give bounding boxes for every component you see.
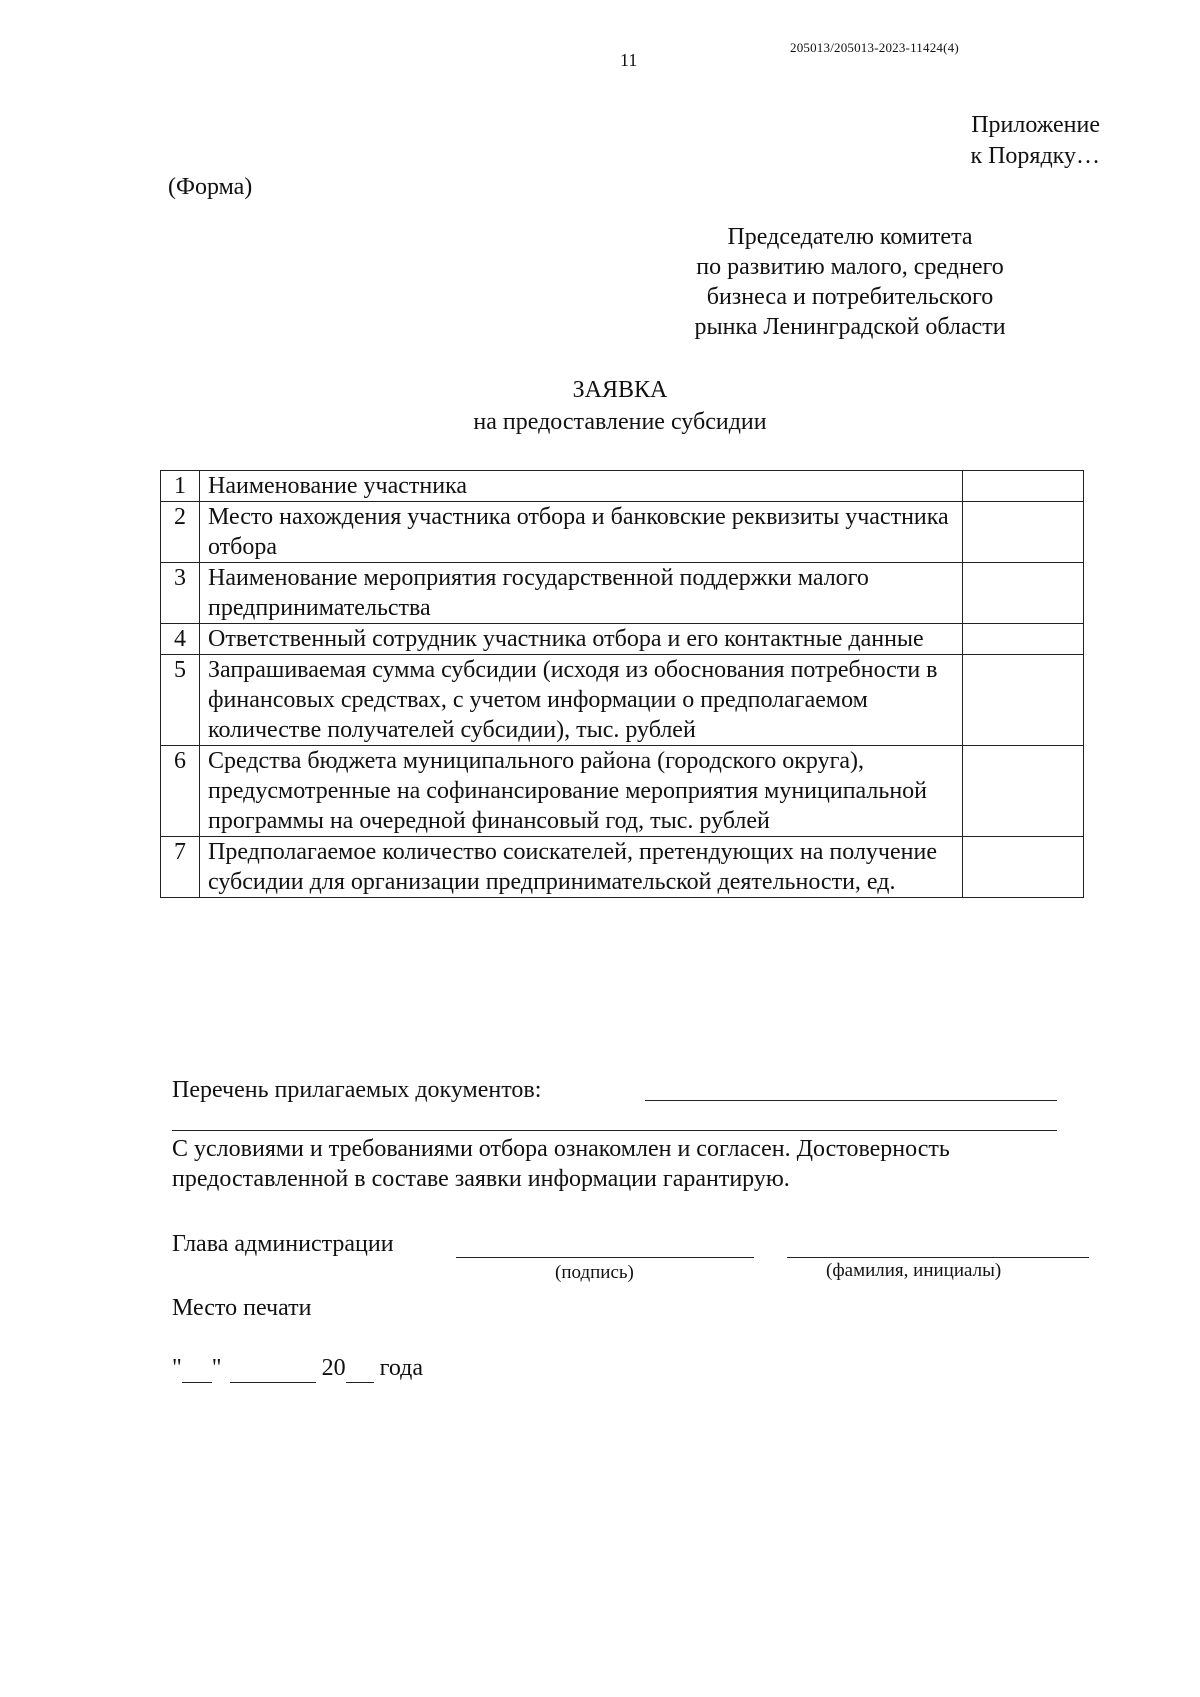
row-value-cell[interactable] xyxy=(963,746,1084,837)
table-row xyxy=(161,471,1084,502)
addressee-line-2: по развитию малого, среднего xyxy=(696,254,1004,280)
row-value-cell[interactable] xyxy=(963,655,1084,746)
appendix-note xyxy=(970,110,1100,172)
row-number: 4 xyxy=(161,624,200,655)
agreement-statement: С условиями и требованиями отбора ознакомлен и согласен. Достоверность предоставленной в составе заявки информации гарантирую. xyxy=(172,1136,950,1192)
date-open-quote: " xyxy=(172,1355,182,1381)
name-caption: (фамилия, инициалы) xyxy=(826,1260,1002,1281)
date-day-blank[interactable] xyxy=(182,1355,212,1383)
row-label: Запрашиваемая сумма субсидии (исходя из обоснования потребности в финансовых средствах, с учетом информации о предполагаемом количестве получателей субсидии), тыс. рублей xyxy=(200,655,963,746)
addressee-line-1: Председателю комитета xyxy=(727,224,973,250)
row-number: 6 xyxy=(161,746,200,837)
row-number: 3 xyxy=(161,563,200,624)
date-century: 20 xyxy=(321,1355,346,1381)
documents-fill-line[interactable] xyxy=(645,1100,1057,1101)
row-label: Ответственный сотрудник участника отбора и его контактные данные xyxy=(200,624,963,655)
title-sub: на предоставление субсидии xyxy=(473,409,767,435)
date-close-quote: " xyxy=(211,1355,222,1381)
name-initials-line[interactable] xyxy=(787,1257,1089,1258)
table-row xyxy=(161,837,1084,898)
head-of-administration-label: Глава администрации xyxy=(172,1231,394,1257)
table-row xyxy=(161,746,1084,837)
table-row xyxy=(161,502,1084,563)
signature-caption: (подпись) xyxy=(555,1262,634,1283)
document-title xyxy=(0,374,1200,438)
page-number: 11 xyxy=(620,50,638,70)
signature-line[interactable] xyxy=(456,1257,754,1258)
stamp-place-label: Место печати xyxy=(172,1295,312,1321)
row-value-cell[interactable] xyxy=(963,563,1084,624)
date-month-blank[interactable] xyxy=(230,1355,316,1383)
table-row xyxy=(161,624,1084,655)
row-label: Наименование мероприятия государственной поддержки малого предпринимательства xyxy=(200,563,963,624)
addressee-line-4: рынка Ленинградской области xyxy=(694,314,1006,340)
document-id: 205013/205013-2023-11424(4) xyxy=(790,40,959,55)
documents-fill-line-2[interactable] xyxy=(172,1130,1057,1131)
table-row xyxy=(161,655,1084,746)
appendix-line-1: Приложение xyxy=(971,112,1100,138)
row-number: 2 xyxy=(161,502,200,563)
row-number: 1 xyxy=(161,471,200,502)
row-label: Место нахождения участника отбора и банковские реквизиты участника отбора xyxy=(200,502,963,563)
title-main: ЗАЯВКА xyxy=(572,377,668,403)
table-row xyxy=(161,563,1084,624)
row-value-cell[interactable] xyxy=(963,471,1084,502)
appendix-line-2: к Порядку… xyxy=(970,143,1100,169)
date-year-word: года xyxy=(379,1355,424,1381)
row-value-cell[interactable] xyxy=(963,502,1084,563)
form-label: (Форма) xyxy=(168,174,253,200)
date-line xyxy=(172,1355,423,1383)
application-table xyxy=(160,470,1084,898)
date-year-blank[interactable] xyxy=(346,1355,374,1383)
row-label: Средства бюджета муниципального района (городского округа), предусмотренные на софинансирование мероприятия муниципальной программы на очередной финансовый год, тыс. рублей xyxy=(200,746,963,837)
row-number: 5 xyxy=(161,655,200,746)
documents-label: Перечень прилагаемых документов: xyxy=(172,1077,542,1103)
row-value-cell[interactable] xyxy=(963,837,1084,898)
row-value-cell[interactable] xyxy=(963,624,1084,655)
row-number: 7 xyxy=(161,837,200,898)
addressee-line-3: бизнеса и потребительского xyxy=(706,284,994,310)
row-label: Наименование участника xyxy=(200,471,963,502)
addressee-block xyxy=(600,222,1100,342)
row-label: Предполагаемое количество соискателей, претендующих на получение субсидии для организации предпринимательской деятельности, ед. xyxy=(200,837,963,898)
